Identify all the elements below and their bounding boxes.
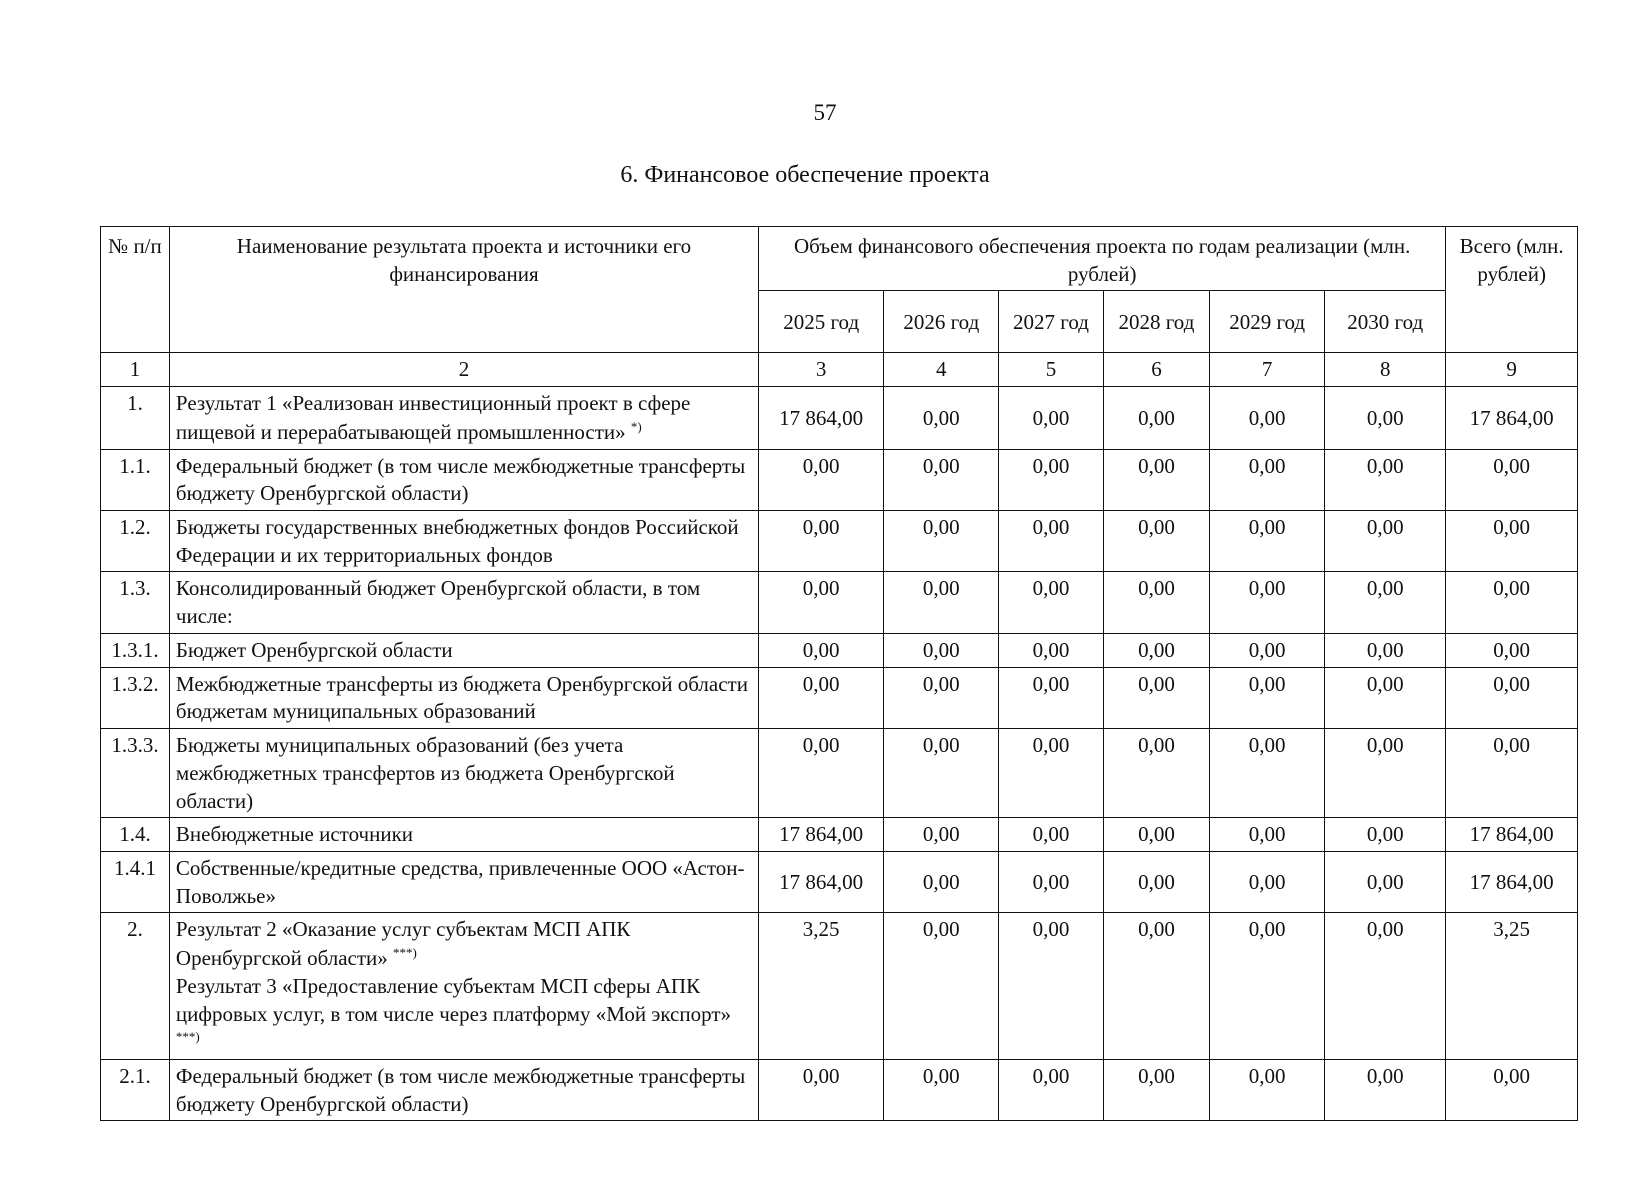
value-cell: 0,00 [1325, 633, 1446, 667]
table-row [101, 633, 1578, 667]
value-cell: 0,00 [1210, 851, 1325, 912]
value-cell: 0,00 [759, 667, 884, 728]
value-cell: 0,00 [999, 1059, 1103, 1120]
value-cell: 0,00 [759, 729, 884, 818]
value-cell: 0,00 [1210, 913, 1325, 1060]
row-number: 1.4.1 [101, 851, 170, 912]
column-number: 9 [1446, 353, 1578, 387]
value-cell: 0,00 [1210, 729, 1325, 818]
value-cell: 0,00 [999, 818, 1103, 852]
value-cell: 0,00 [884, 387, 999, 449]
column-number: 8 [1325, 353, 1446, 387]
value-cell: 0,00 [884, 449, 999, 510]
table-row [101, 449, 1578, 510]
table-row [101, 511, 1578, 572]
row-number: 1.4. [101, 818, 170, 852]
value-cell: 0,00 [1325, 572, 1446, 633]
total-cell: 0,00 [1446, 667, 1578, 728]
header-year: 2030 год [1325, 291, 1446, 353]
value-cell: 0,00 [1103, 387, 1210, 449]
value-cell: 0,00 [1325, 818, 1446, 852]
row-name: Результат 1 «Реализован инвестиционный проект в сфере пищевой и перерабатывающей промышленности» *) [169, 387, 758, 449]
row-number: 2. [101, 913, 170, 1060]
row-name: Межбюджетные трансферты из бюджета Оренбургской области бюджетам муниципальных образований [169, 667, 758, 728]
total-cell: 17 864,00 [1446, 387, 1578, 449]
row-name: Консолидированный бюджет Оренбургской области, в том числе: [169, 572, 758, 633]
column-number: 3 [759, 353, 884, 387]
value-cell: 0,00 [759, 449, 884, 510]
table-row [101, 572, 1578, 633]
table-row [101, 1059, 1578, 1120]
table-row [101, 818, 1578, 852]
table-row [101, 851, 1578, 912]
total-cell: 0,00 [1446, 449, 1578, 510]
header-no: № п/п [101, 227, 170, 353]
row-name: Бюджеты государственных внебюджетных фондов Российской Федерации и их территориальных фондов [169, 511, 758, 572]
value-cell: 0,00 [1325, 387, 1446, 449]
value-cell: 0,00 [1103, 851, 1210, 912]
value-cell: 0,00 [1103, 633, 1210, 667]
value-cell: 0,00 [999, 387, 1103, 449]
value-cell: 0,00 [759, 1059, 884, 1120]
value-cell: 0,00 [999, 667, 1103, 728]
row-number: 1.3.1. [101, 633, 170, 667]
value-cell: 0,00 [1325, 913, 1446, 1060]
value-cell: 0,00 [999, 449, 1103, 510]
value-cell: 0,00 [884, 633, 999, 667]
table-row [101, 729, 1578, 818]
header-total: Всего (млн. рублей) [1446, 227, 1578, 353]
value-cell: 0,00 [999, 851, 1103, 912]
value-cell: 0,00 [759, 633, 884, 667]
value-cell: 0,00 [1325, 1059, 1446, 1120]
row-number: 1. [101, 387, 170, 449]
header-year: 2025 год [759, 291, 884, 353]
row-name: Федеральный бюджет (в том числе межбюджетные трансферты бюджету Оренбургской области) [169, 1059, 758, 1120]
total-cell: 0,00 [1446, 572, 1578, 633]
column-number-row [101, 353, 1578, 387]
value-cell: 0,00 [1210, 633, 1325, 667]
value-cell: 0,00 [999, 633, 1103, 667]
value-cell: 0,00 [884, 729, 999, 818]
table-row [101, 667, 1578, 728]
column-number: 5 [999, 353, 1103, 387]
page-number: 57 [813, 100, 837, 125]
column-number: 4 [884, 353, 999, 387]
row-number: 1.1. [101, 449, 170, 510]
value-cell: 0,00 [1103, 511, 1210, 572]
total-cell: 17 864,00 [1446, 818, 1578, 852]
column-number: 2 [169, 353, 758, 387]
total-cell: 0,00 [1446, 633, 1578, 667]
column-number: 7 [1210, 353, 1325, 387]
value-cell: 0,00 [1103, 667, 1210, 728]
financing-table [100, 226, 1578, 1121]
header-year: 2026 год [884, 291, 999, 353]
value-cell: 0,00 [1210, 511, 1325, 572]
row-name: Собственные/кредитные средства, привлеченные ООО «Астон-Поволжье» [169, 851, 758, 912]
value-cell: 0,00 [884, 511, 999, 572]
document-title: 6. Финансовое обеспечение проекта [620, 162, 990, 188]
header-volume: Объем финансового обеспечения проекта по годам реализации (млн. рублей) [759, 227, 1446, 291]
header-year: 2027 год [999, 291, 1103, 353]
value-cell: 0,00 [884, 1059, 999, 1120]
row-name: Бюджет Оренбургской области [169, 633, 758, 667]
value-cell: 0,00 [999, 913, 1103, 1060]
value-cell: 0,00 [999, 729, 1103, 818]
header-year: 2029 год [1210, 291, 1325, 353]
value-cell: 0,00 [1210, 387, 1325, 449]
row-name: Бюджеты муниципальных образований (без учета межбюджетных трансфертов из бюджета Оренбургской области) [169, 729, 758, 818]
row-number: 1.3.2. [101, 667, 170, 728]
total-cell: 3,25 [1446, 913, 1578, 1060]
row-name: Результат 2 «Оказание услуг субъектам МСП АПК Оренбургской области» ***) Результат 3 «Предоставление субъектам МСП сферы АПК цифровых услуг, в том числе через платформу «Мой экспорт» ***) [169, 913, 758, 1060]
row-number: 1.3. [101, 572, 170, 633]
value-cell: 0,00 [1210, 818, 1325, 852]
total-cell: 0,00 [1446, 729, 1578, 818]
value-cell: 0,00 [1103, 913, 1210, 1060]
value-cell: 17 864,00 [759, 387, 884, 449]
value-cell: 0,00 [1325, 667, 1446, 728]
value-cell: 0,00 [1103, 818, 1210, 852]
value-cell: 0,00 [1210, 1059, 1325, 1120]
value-cell: 0,00 [1325, 511, 1446, 572]
row-number: 1.3.3. [101, 729, 170, 818]
value-cell: 0,00 [1103, 729, 1210, 818]
column-number: 1 [101, 353, 170, 387]
row-number: 1.2. [101, 511, 170, 572]
value-cell: 17 864,00 [759, 851, 884, 912]
total-cell: 0,00 [1446, 511, 1578, 572]
value-cell: 0,00 [1325, 851, 1446, 912]
value-cell: 0,00 [759, 572, 884, 633]
value-cell: 3,25 [759, 913, 884, 1060]
value-cell: 0,00 [1325, 449, 1446, 510]
header-name: Наименование результата проекта и источники его финансирования [169, 227, 758, 353]
column-number: 6 [1103, 353, 1210, 387]
table-header-row [101, 227, 1578, 291]
row-number: 2.1. [101, 1059, 170, 1120]
value-cell: 0,00 [884, 913, 999, 1060]
value-cell: 0,00 [1210, 572, 1325, 633]
value-cell: 0,00 [759, 511, 884, 572]
value-cell: 0,00 [999, 572, 1103, 633]
table-row [101, 387, 1578, 449]
value-cell: 0,00 [1103, 572, 1210, 633]
value-cell: 0,00 [884, 667, 999, 728]
value-cell: 0,00 [999, 511, 1103, 572]
value-cell: 0,00 [884, 818, 999, 852]
total-cell: 0,00 [1446, 1059, 1578, 1120]
value-cell: 0,00 [884, 851, 999, 912]
header-year: 2028 год [1103, 291, 1210, 353]
value-cell: 0,00 [1103, 449, 1210, 510]
value-cell: 0,00 [1210, 449, 1325, 510]
table-row [101, 913, 1578, 1060]
value-cell: 17 864,00 [759, 818, 884, 852]
value-cell: 0,00 [1103, 1059, 1210, 1120]
row-name: Внебюджетные источники [169, 818, 758, 852]
total-cell: 17 864,00 [1446, 851, 1578, 912]
value-cell: 0,00 [1325, 729, 1446, 818]
row-name: Федеральный бюджет (в том числе межбюджетные трансферты бюджету Оренбургской области) [169, 449, 758, 510]
value-cell: 0,00 [1210, 667, 1325, 728]
value-cell: 0,00 [884, 572, 999, 633]
